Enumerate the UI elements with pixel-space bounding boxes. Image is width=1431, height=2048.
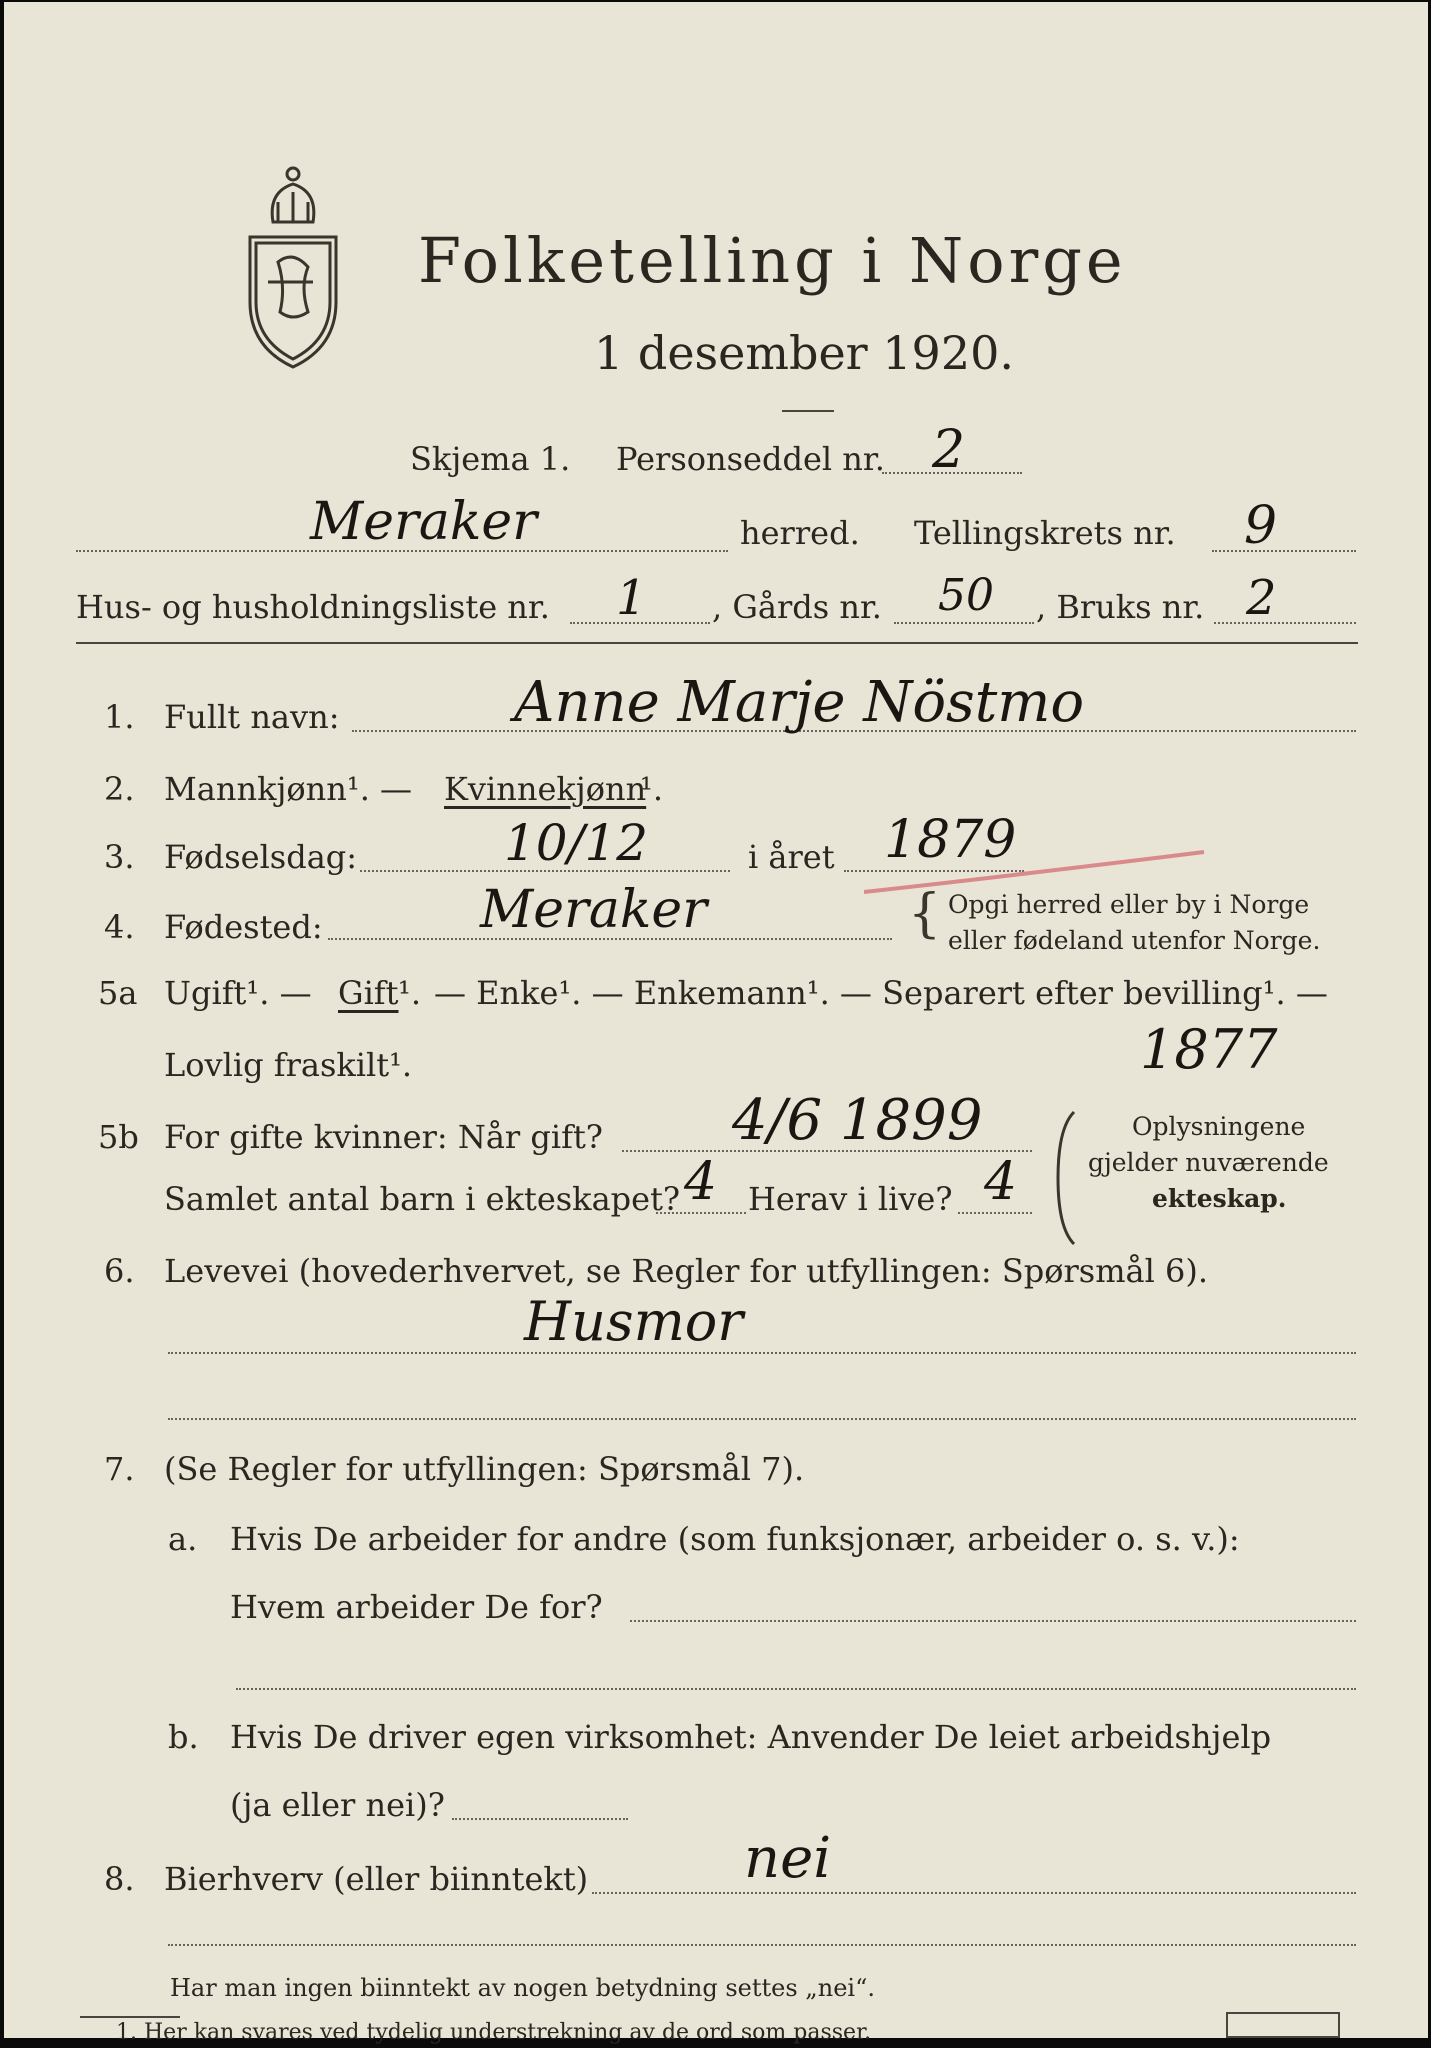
tellingskrets-value: 9 <box>1244 496 1278 556</box>
q5a-ugift: Ugift¹. — <box>164 974 312 1012</box>
q8-label: Bierhverv (eller biinntekt) <box>164 1860 589 1898</box>
q2-female: Kvinnekjønn <box>444 770 647 808</box>
title-divider <box>782 410 834 412</box>
personseddel-label: Personseddel nr. <box>616 440 885 478</box>
q5b-note2: gjelder nuværende <box>1088 1148 1329 1177</box>
q5a-gift: Gift <box>338 974 399 1012</box>
bruks-value: 2 <box>1246 570 1277 626</box>
printer-stamp <box>1226 2012 1340 2038</box>
q4-number: 4. <box>104 908 135 946</box>
bruks-label: , Bruks nr. <box>1036 588 1205 626</box>
q5b-note-brace <box>1050 1108 1080 1248</box>
q1-value: Anne Marje Nöstmo <box>514 670 1085 735</box>
skjema-label: Skjema 1. <box>410 440 571 478</box>
q4-value: Meraker <box>480 880 708 940</box>
q8-line2 <box>168 1944 1356 1946</box>
q4-note-brace: { <box>908 884 942 944</box>
q7a-number: a. <box>168 1520 198 1558</box>
q5b-note1: Oplysningene <box>1132 1112 1306 1141</box>
q8-line <box>592 1892 1356 1894</box>
personseddel-value: 2 <box>932 420 966 480</box>
census-form-paper <box>4 2 1428 2045</box>
q7a-line-extra <box>236 1688 1356 1690</box>
form-title: Folketelling i Norge <box>418 224 1127 297</box>
q3-number: 3. <box>104 838 135 876</box>
q2-male: Mannkjønn¹. — <box>164 770 413 808</box>
q7-label: (Se Regler for utfyllingen: Spørsmål 7). <box>164 1450 805 1488</box>
q1-number: 1. <box>104 698 135 736</box>
q2-number: 2. <box>104 770 135 808</box>
q5b-margin-note: 1877 <box>1140 1018 1278 1081</box>
q7b-line1: Hvis De driver egen virksomhet: Anvender De leiet arbeidshjelp <box>230 1718 1272 1756</box>
q7a-line2: Hvem arbeider De for? <box>230 1588 603 1626</box>
q8-value: nei <box>744 1826 832 1891</box>
q1-label: Fullt navn: <box>164 698 340 736</box>
q5b-barn-value: 4 <box>684 1152 718 1212</box>
q5a-number: 5a <box>98 974 138 1012</box>
q6-label: Levevei (hovederhvervet, se Regler for utfyllingen: Spørsmål 6). <box>164 1252 1209 1290</box>
q5b-number: 5b <box>98 1118 139 1156</box>
q5b-note3: ekteskap. <box>1152 1184 1287 1213</box>
q6-line2 <box>168 1418 1356 1420</box>
hus-value: 1 <box>616 570 647 626</box>
q5a-gift-suffix: ¹. <box>398 974 421 1012</box>
q5b-value: 4/6 1899 <box>732 1088 983 1153</box>
q3-label: Fødselsdag: <box>164 838 358 876</box>
q3-year-label: i året <box>748 838 835 876</box>
q5a-line2: Lovlig fraskilt¹. <box>164 1046 413 1084</box>
norway-coat-of-arms-icon <box>238 162 348 374</box>
q5b-barn-line <box>656 1212 746 1214</box>
q7b-number: b. <box>168 1718 199 1756</box>
q5a-rest: — Enke¹. — Enkemann¹. — Separert efter bevilling¹. — <box>434 974 1328 1012</box>
q5b-live-line <box>958 1212 1032 1214</box>
q5b-live-label: Herav i live? <box>748 1180 953 1218</box>
q7b-line2: (ja eller nei)? <box>230 1786 445 1824</box>
q6-number: 6. <box>104 1252 135 1290</box>
q7a-line1: Hvis De arbeider for andre (som funksjonær, arbeider o. s. v.): <box>230 1520 1240 1558</box>
q7a-line <box>630 1620 1356 1622</box>
gards-line <box>894 622 1034 624</box>
footnote-rule <box>80 2016 180 2018</box>
q8-number: 8. <box>104 1860 135 1898</box>
q6-line1 <box>168 1352 1356 1354</box>
q7-number: 7. <box>104 1450 135 1488</box>
tellingskrets-line <box>1212 550 1356 552</box>
q4-note-line1: Opgi herred eller by i Norge <box>948 890 1310 919</box>
q6-value: Husmor <box>524 1290 744 1353</box>
q3-year-value: 1879 <box>884 810 1017 870</box>
form-date: 1 desember 1920. <box>594 326 1014 380</box>
hus-label: Hus- og husholdningsliste nr. <box>76 588 550 626</box>
q7b-line <box>452 1818 628 1820</box>
gards-value: 50 <box>938 570 994 621</box>
footer-note: Har man ingen biinntekt av nogen betydning settes „nei“. <box>170 1974 875 2002</box>
bruks-line <box>1214 622 1356 624</box>
herred-value: Meraker <box>310 492 538 552</box>
tellingskrets-label: Tellingskrets nr. <box>914 514 1176 552</box>
herred-label: herred. <box>740 514 860 552</box>
q5b-live-value: 4 <box>984 1152 1018 1212</box>
header-rule <box>76 642 1358 644</box>
q4-note-line2: eller fødeland utenfor Norge. <box>948 926 1321 955</box>
q4-label: Fødested: <box>164 908 323 946</box>
q5b-label: For gifte kvinner: Når gift? <box>164 1118 603 1156</box>
q3-value: 10/12 <box>504 814 649 872</box>
q5b-barn-label: Samlet antal barn i ekteskapet? <box>164 1180 681 1218</box>
q2-female-suffix: ¹. <box>640 770 663 808</box>
footnote: 1. Her kan svares ved tydelig understrekning av de ord som passer. <box>116 2020 872 2045</box>
gards-label: , Gårds nr. <box>712 588 882 626</box>
